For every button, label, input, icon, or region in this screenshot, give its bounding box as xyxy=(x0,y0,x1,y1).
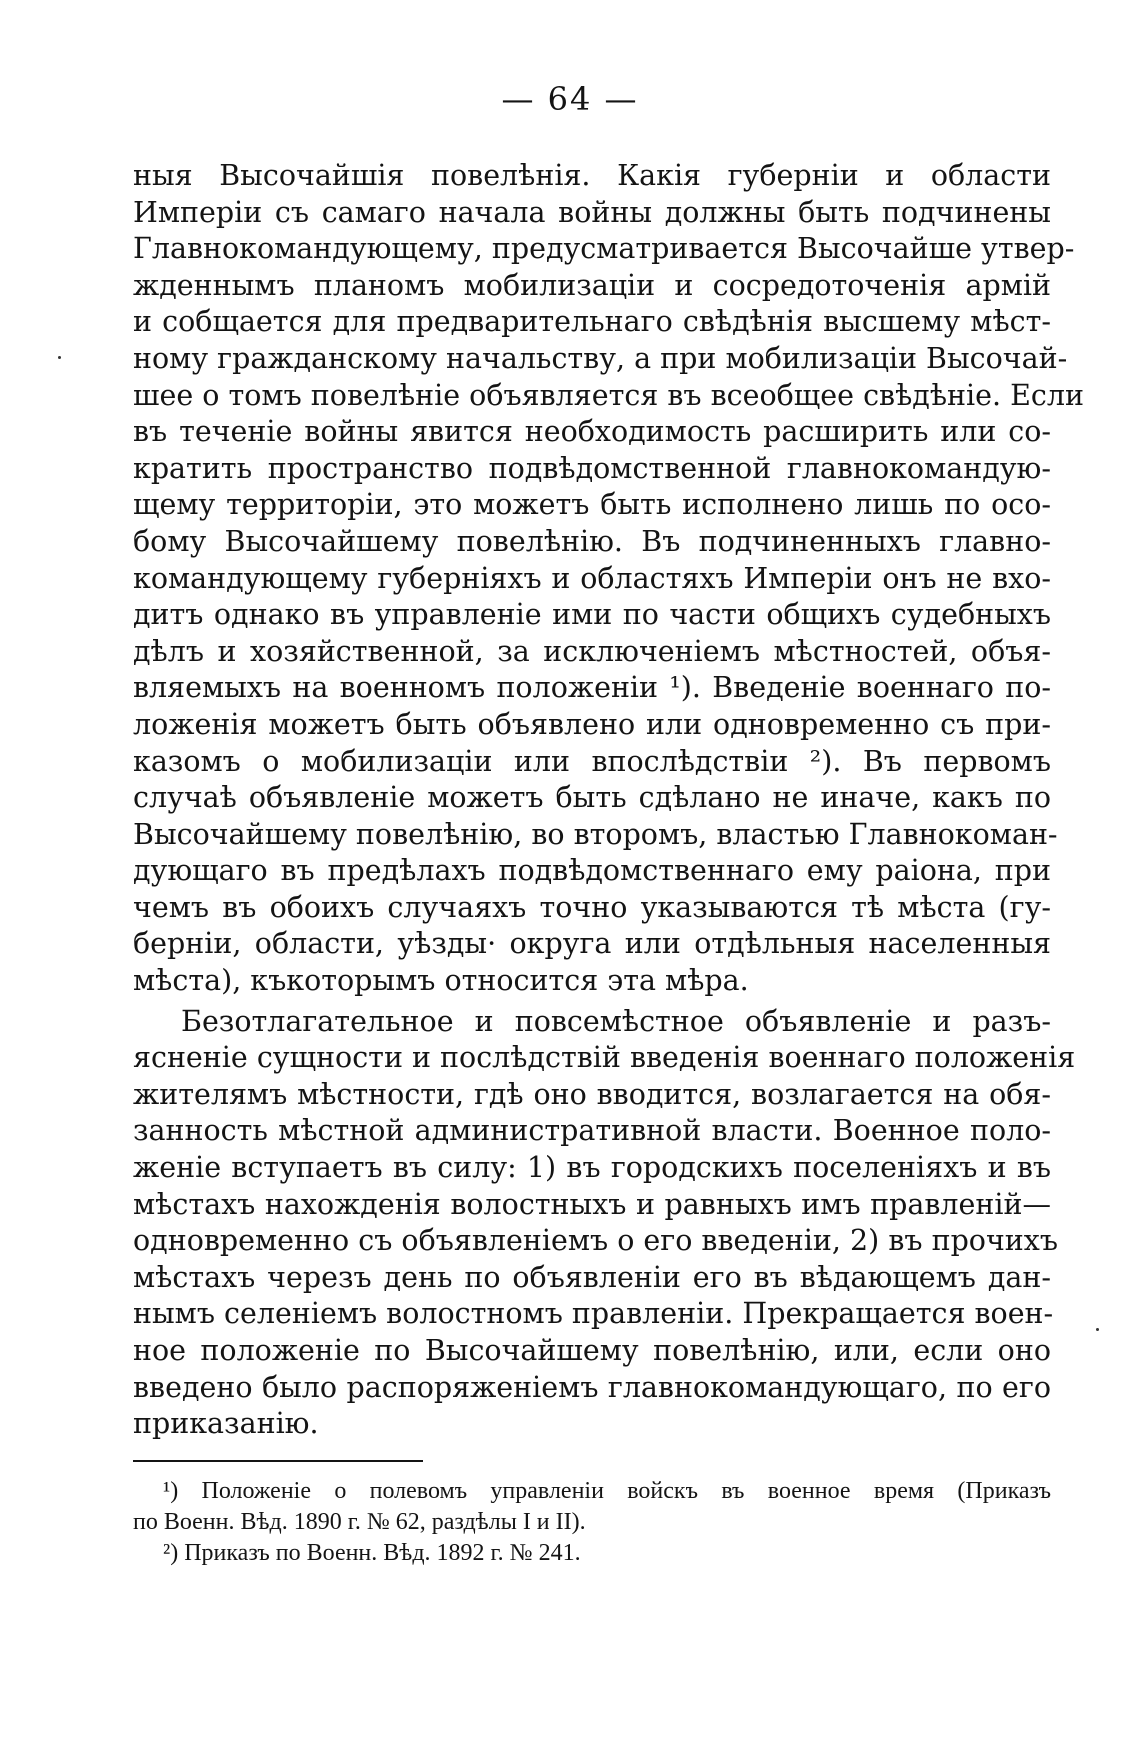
text-line: мѣстахъ нахожденія волостныхъ и равныхъ имъ правленій— xyxy=(133,1187,1051,1221)
text-line: командующему губерніяхъ и областяхъ Имперіи онъ не вхо- xyxy=(133,561,1051,595)
body-text xyxy=(133,158,1084,1443)
text-line: случаѣ объявленіе можетъ быть сдѣлано не иначе, какъ по xyxy=(133,781,1051,815)
footnotes xyxy=(133,1476,1051,1569)
text-line: одновременно съ объявленіемъ о его введеніи, 2) въ прочихъ xyxy=(133,1224,1059,1258)
text-line: вляемыхъ на военномъ положеніи ¹). Введеніе военнаго по- xyxy=(133,671,1051,705)
text-line: щему территоріи, это можетъ быть исполнено лишь по осо- xyxy=(133,488,1051,522)
footnote xyxy=(133,1538,1051,1569)
text-line: Главнокомандующему, предусматривается Высочайше утвер- xyxy=(133,232,1075,266)
text-line: жденнымъ планомъ мобилизаціи и сосредоточенія армій xyxy=(133,268,1051,302)
text-line: дѣлъ и хозяйственной, за исключеніемъ мѣстностей, объя- xyxy=(133,634,1051,668)
text-line: жителямъ мѣстности, гдѣ оно вводится, возлагается на обя- xyxy=(133,1077,1051,1111)
text-line: занность мѣстной административной власти. Военное поло- xyxy=(133,1114,1051,1148)
text-line: берніи, области, уѣзды· округа или отдѣльныя населенныя xyxy=(133,927,1051,961)
text-line: шее о томъ повелѣніе объявляется въ всеобщее свѣдѣніе. Если xyxy=(133,378,1084,412)
footnote-divider xyxy=(133,1460,423,1462)
paragraph xyxy=(133,158,1084,1000)
text-line: введено было распоряженіемъ главнокомандующаго, по его xyxy=(133,1370,1051,1404)
text-line: мѣста), къкоторымъ относится эта мѣра. xyxy=(133,964,749,998)
text-line: ясненіе сущности и послѣдствій введенія военнаго положенія xyxy=(133,1041,1076,1075)
text-line: и собщается для предварительнаго свѣдѣнія высшему мѣст- xyxy=(133,305,1051,339)
text-line: ныя Высочайшія повелѣнія. Какія губерніи и области xyxy=(133,159,1051,192)
text-line: нымъ селеніемъ волостномъ правленіи. Прекращается воен- xyxy=(133,1297,1054,1331)
text-line: ное положеніе по Высочайшему повелѣнію, или, если оно xyxy=(133,1334,1051,1367)
scan-speck xyxy=(1096,1328,1099,1331)
text-line: кратить пространство подвѣдомственной главнокомандую- xyxy=(133,451,1051,485)
page-number: — 64 — xyxy=(501,80,639,118)
footnote-line: ¹) Положеніе о полевомъ управленіи войскъ въ военное время (Приказъ xyxy=(163,1478,1051,1504)
text-line: женіе вступаетъ въ силу: 1) въ городскихъ поселеніяхъ и въ xyxy=(133,1151,1051,1185)
footnote-line: ²) Приказъ по Военн. Вѣд. 1892 г. № 241. xyxy=(163,1540,581,1566)
paragraph xyxy=(133,1004,1076,1443)
text-line: приказанію. xyxy=(133,1407,319,1441)
text-line: ному гражданскому начальству, а при мобилизаціи Высочай- xyxy=(133,341,1068,375)
footnote xyxy=(133,1476,1051,1538)
text-line: въ теченіе войны явится необходимость расширить или со- xyxy=(133,415,1051,449)
text-line: казомъ о мобилизаціи или впослѣдствіи ²). Въ первомъ xyxy=(133,744,1051,778)
text-line: бому Высочайшему повелѣнію. Въ подчиненныхъ главно- xyxy=(133,524,1051,558)
text-line: ложенія можетъ быть объявлено или одновременно съ при- xyxy=(133,707,1051,741)
text-line: Имперіи съ самаго начала войны должны быть подчинены xyxy=(133,195,1051,229)
scan-speck xyxy=(58,356,61,359)
text-line: дующаго въ предѣлахъ подвѣдомственнаго ему раіона, при xyxy=(133,854,1051,888)
footnote-line: по Военн. Вѣд. 1890 г. № 62, раздѣлы I и II). xyxy=(133,1509,586,1535)
text-line: дитъ однако въ управленіе ими по части общихъ судебныхъ xyxy=(133,598,1051,632)
text-line: мѣстахъ черезъ день по объявленіи его въ вѣдающемъ дан- xyxy=(133,1260,1051,1294)
text-line: чемъ въ обоихъ случаяхъ точно указываются тѣ мѣста (гу- xyxy=(133,890,1051,924)
text-line: Высочайшему повелѣнію, во второмъ, властью Главнокоман- xyxy=(133,817,1058,851)
text-line: Безотлагательное и повсемѣстное объявленіе и разъ- xyxy=(181,1004,1051,1038)
